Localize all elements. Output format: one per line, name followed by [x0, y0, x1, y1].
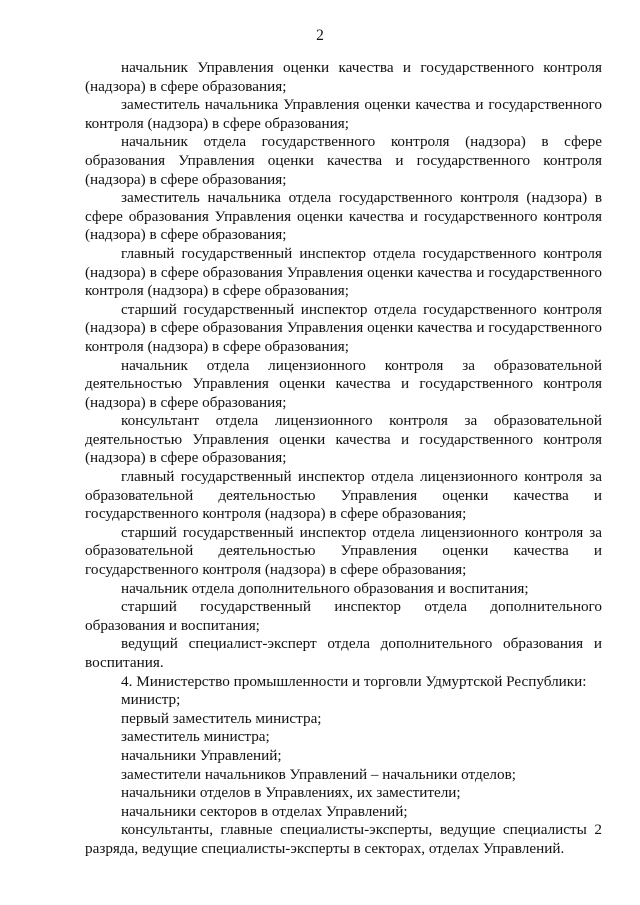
paragraph: начальник отдела государственного контроля (надзора) в сфере образования Управления оценки качества и государственного контроля (надзора) в сфере образования; — [85, 133, 602, 188]
paragraph: заместитель начальника отдела государственного контроля (надзора) в сфере образования Управления оценки качества и государственного контроля (надзора) в сфере образования; — [85, 189, 602, 244]
list-item: начальники секторов в отделах Управлений; — [121, 802, 408, 820]
list-item: начальники отделов в Управлениях, их заместители; — [121, 784, 461, 802]
list-item: заместители начальников Управлений – начальники отделов; — [121, 765, 516, 783]
list-item: заместитель министра; — [121, 728, 270, 746]
section-heading: 4. Министерство промышленности и торговли Удмуртской Республики: — [121, 672, 587, 690]
list-item: первый заместитель министра; — [121, 709, 322, 727]
paragraph: старший государственный инспектор отдела дополнительного образования и воспитания; — [85, 598, 602, 634]
document-body — [85, 59, 602, 859]
paragraph: начальник отдела лицензионного контроля за образовательной деятельностью Управления оценки качества и государственного контроля (надзора) в сфере образования; — [85, 356, 602, 411]
list-item: начальники Управлений; — [121, 746, 282, 764]
paragraph: консультант отдела лицензионного контроля за образовательной деятельностью Управления оценки качества и государственного контроля (надзора) в сфере образования; — [85, 412, 602, 467]
paragraph: главный государственный инспектор отдела государственного контроля (надзора) в сфере образования Управления оценки качества и государственного контроля (надзора) в сфере образования; — [85, 244, 602, 300]
paragraph: главный государственный инспектор отдела лицензионного контроля за образовательной деятельностью Управления оценки качества и государственного контроля (надзора) в сфере образования; — [85, 468, 602, 523]
paragraph: старший государственный инспектор отдела лицензионного контроля за образовательной деятельностью Управления оценки качества и государственного контроля (надзора) в сфере образования; — [85, 523, 602, 579]
paragraph: старший государственный инспектор отдела государственного контроля (надзора) в сфере образования Управления оценки качества и государственного контроля (надзора) в сфере образования; — [85, 300, 602, 355]
paragraph: ведущий специалист-эксперт отдела дополнительного образования и воспитания. — [85, 635, 602, 671]
list-item: консультанты, главные специалисты-эксперты, ведущие специалисты 2 разряда, ведущие специалисты-эксперты в секторах, отделах Управлений. — [85, 821, 602, 857]
paragraph: начальник отдела дополнительного образования и воспитания; — [121, 579, 529, 597]
paragraph: начальник Управления оценки качества и государственного контроля (надзора) в сфере образования; — [85, 59, 602, 95]
paragraph: заместитель начальника Управления оценки качества и государственного контроля (надзора) в сфере образования; — [85, 96, 602, 132]
list-item: министр; — [121, 691, 181, 709]
page-number: 2 — [316, 27, 324, 44]
